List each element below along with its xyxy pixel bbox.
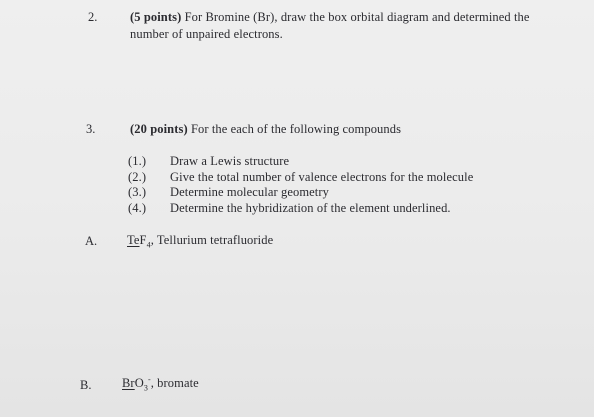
part-b-underlined-element: Br — [122, 376, 135, 390]
part-b-compound — [122, 376, 199, 391]
question-2-text: For Bromine (Br), draw the box orbital diagram and determined the — [184, 10, 530, 24]
part-b-letter: B. — [80, 378, 92, 392]
question-3-line — [130, 122, 401, 137]
part-a-compound — [127, 233, 273, 248]
part-a-subscript: 4 — [146, 240, 151, 250]
step-3-number: (3.) — [128, 185, 147, 199]
part-b-name: , bromate — [150, 376, 199, 390]
part-a-letter: A. — [85, 234, 98, 248]
question-3-points: (20 points) — [130, 122, 188, 136]
question-2-line-1 — [130, 10, 530, 25]
step-1-number: (1.) — [128, 154, 147, 168]
step-3-text: Determine molecular geometry — [170, 185, 329, 199]
question-3-number: 3. — [86, 122, 96, 136]
part-a-name: , Tellurium tetrafluoride — [150, 233, 274, 247]
question-2-line-2: number of unpaired electrons. — [130, 27, 283, 41]
part-b-superscript: - — [147, 374, 151, 384]
step-1-text: Draw a Lewis structure — [170, 154, 290, 168]
part-b-subscript: 3 — [143, 383, 148, 393]
part-a-formula: F — [139, 233, 147, 247]
step-4-number: (4.) — [128, 201, 147, 215]
step-2-text: Give the total number of valence electrons for the molecule — [170, 170, 474, 184]
question-2-number: 2. — [88, 10, 98, 24]
step-4-text: Determine the hybridization of the element underlined. — [170, 201, 451, 215]
part-b-formula: O — [134, 376, 144, 390]
question-3-text: For the each of the following compounds — [190, 122, 402, 136]
step-2-number: (2.) — [128, 170, 147, 184]
part-a-underlined-element: Te — [127, 233, 140, 247]
question-2-points: (5 points) — [130, 10, 182, 24]
